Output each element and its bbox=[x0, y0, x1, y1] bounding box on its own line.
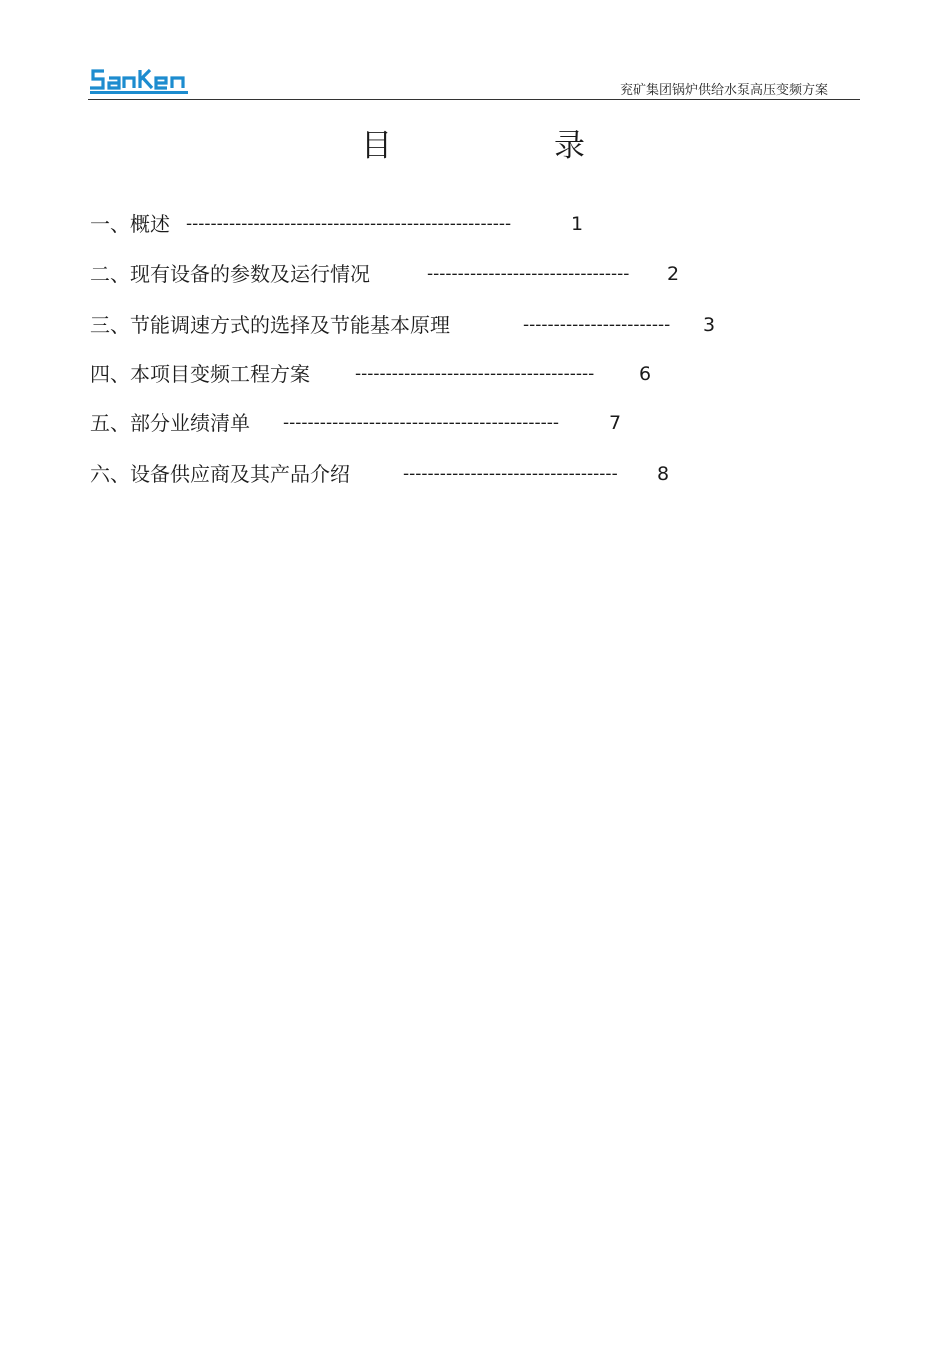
toc-title-char-1: 目 bbox=[361, 128, 392, 164]
toc-leader: ------------------------ bbox=[523, 315, 671, 335]
toc-page-number: 2 bbox=[667, 263, 680, 285]
toc-entry-label: 五、部分业绩清单 bbox=[90, 411, 250, 435]
toc-leader: --------------------------------------- bbox=[355, 364, 595, 384]
header-divider bbox=[88, 99, 860, 100]
document-header-title: 兖矿集团锅炉供给水泵高压变频方案 bbox=[619, 83, 828, 98]
toc-entry-4[interactable] bbox=[90, 359, 652, 389]
toc-title bbox=[0, 120, 950, 164]
toc-page-number: 3 bbox=[703, 314, 716, 336]
toc-leader: --------------------------------------------- bbox=[283, 413, 560, 433]
toc-entry-6[interactable] bbox=[90, 459, 670, 489]
toc-leader: ----------------------------------- bbox=[403, 464, 618, 484]
toc-entry-2[interactable] bbox=[90, 259, 680, 289]
toc-title-char-2: 录 bbox=[554, 128, 585, 164]
toc-entry-label: 六、设备供应商及其产品介绍 bbox=[90, 462, 350, 486]
toc-page-number: 6 bbox=[639, 363, 652, 385]
toc-leader: ----------------------------------------------------- bbox=[186, 214, 512, 234]
sanken-logo bbox=[88, 66, 192, 96]
toc-page-number: 8 bbox=[657, 463, 670, 485]
toc-page-number: 1 bbox=[571, 213, 584, 235]
toc-leader: --------------------------------- bbox=[427, 264, 630, 284]
toc-entry-label: 三、节能调速方式的选择及节能基本原理 bbox=[90, 313, 450, 337]
toc-page-number: 7 bbox=[609, 412, 622, 434]
toc-entry-5[interactable] bbox=[90, 408, 622, 438]
toc-entry-label: 二、现有设备的参数及运行情况 bbox=[90, 262, 370, 286]
toc-entry-label: 四、本项目变频工程方案 bbox=[90, 362, 310, 386]
toc-entry-3[interactable] bbox=[90, 310, 716, 340]
toc-entry-1[interactable] bbox=[90, 209, 584, 239]
toc-entry-label: 一、概述 bbox=[90, 212, 170, 236]
